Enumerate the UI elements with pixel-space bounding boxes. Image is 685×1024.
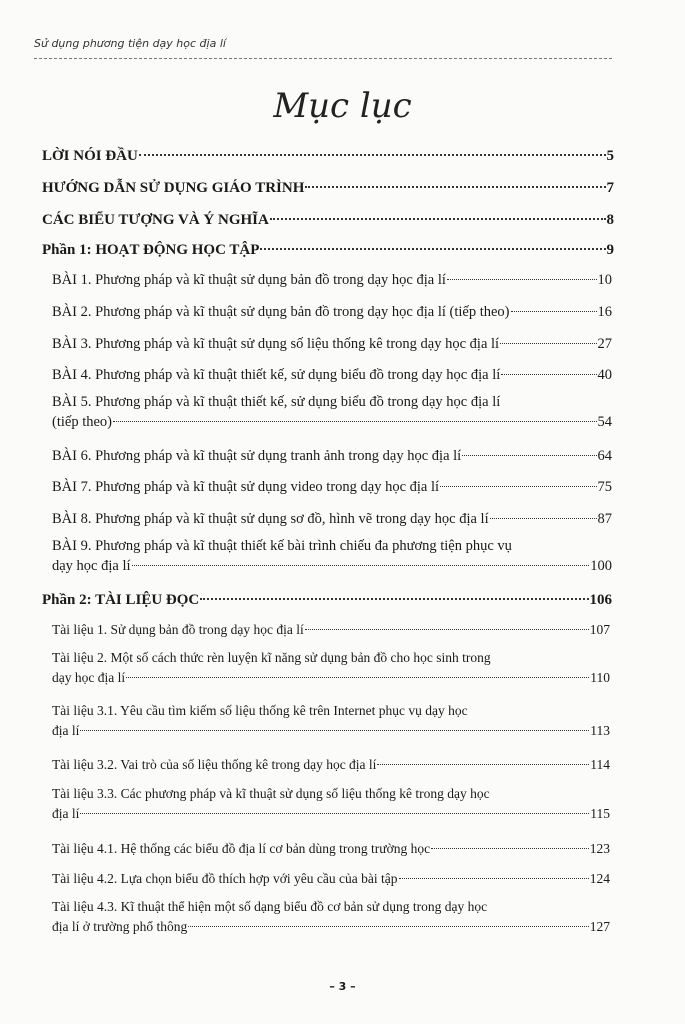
toc-entry-label-line1: BÀI 5. Phương pháp và kĩ thuật thiết kế, sử dụng biểu đồ trong dạy học địa lí (52, 394, 501, 410)
toc-entry-label: Phần 1: HOẠT ĐỘNG HỌC TẬP (42, 242, 260, 258)
dot-leader (113, 421, 597, 422)
toc-lesson-5[interactable] (52, 414, 612, 431)
toc-part-2[interactable] (42, 592, 612, 609)
page-title: Mục lục (273, 86, 412, 126)
dot-leader (431, 848, 589, 849)
toc-entry-page: 106 (589, 592, 612, 608)
toc-entry-huong-dan[interactable] (42, 180, 614, 197)
toc-entry-page: 64 (597, 448, 612, 464)
toc-entry-label: BÀI 8. Phương pháp và kĩ thuật sử dụng sơ đồ, hình vẽ trong dạy học địa lí (52, 511, 489, 527)
dot-leader (305, 629, 589, 630)
dot-leader (132, 565, 590, 566)
toc-doc-2[interactable] (52, 670, 610, 686)
toc-entry-label: HƯỚNG DẪN SỬ DỤNG GIÁO TRÌNH (42, 180, 305, 196)
toc-entry-page: 114 (590, 757, 610, 772)
dot-leader (399, 878, 589, 879)
toc-entry-label: BÀI 1. Phương pháp và kĩ thuật sử dụng bản đồ trong dạy học địa lí (52, 272, 446, 288)
toc-entry-page: 113 (590, 723, 610, 738)
dot-leader (270, 218, 606, 220)
toc-entry-page: 16 (597, 304, 612, 320)
toc-entry-page: 115 (590, 806, 610, 821)
toc-doc-4-1[interactable] (52, 841, 610, 857)
toc-doc-4-3-line1[interactable] (52, 899, 610, 915)
toc-entry-page: 75 (597, 479, 612, 495)
toc-entry-page: 54 (597, 414, 612, 430)
toc-entry-loi-noi-dau[interactable] (42, 148, 614, 165)
dot-leader (501, 374, 596, 375)
toc-lesson-6[interactable] (52, 448, 612, 465)
dot-leader (80, 813, 589, 814)
toc-entry-page: 123 (589, 841, 610, 856)
dot-leader (490, 518, 597, 519)
dot-leader (462, 455, 596, 456)
toc-entry-page: 7 (606, 180, 614, 196)
toc-entry-label-line1: Tài liệu 3.1. Yêu cầu tìm kiếm số liệu thống kê trên Internet phục vụ dạy học (52, 703, 468, 718)
dot-leader (126, 677, 589, 678)
toc-doc-3-3[interactable] (52, 806, 610, 822)
dot-leader (260, 248, 605, 250)
toc-entry-page: 107 (589, 622, 610, 637)
toc-doc-4-3[interactable] (52, 919, 610, 935)
toc-part-1[interactable] (42, 242, 614, 259)
toc-entry-page: 8 (606, 212, 614, 228)
dot-leader (500, 343, 596, 344)
toc-entry-page: 10 (597, 272, 612, 288)
toc-entry-label: Tài liệu 4.2. Lựa chọn biểu đồ thích hợp với yêu cầu của bài tập (52, 871, 398, 886)
toc-entry-label: LỜI NÓI ĐẦU (42, 148, 138, 164)
dot-leader (188, 926, 589, 927)
toc-entry-page: 9 (606, 242, 614, 258)
toc-doc-2-line1[interactable] (52, 650, 610, 666)
toc-doc-3-1[interactable] (52, 723, 610, 739)
toc-entry-page: 87 (597, 511, 612, 527)
toc-entry-label: địa lí (52, 806, 80, 821)
dot-leader (440, 486, 596, 487)
toc-entry-label: BÀI 4. Phương pháp và kĩ thuật thiết kế, sử dụng biểu đồ trong dạy học địa lí (52, 367, 501, 383)
toc-lesson-4[interactable] (52, 367, 612, 384)
toc-entry-label: Tài liệu 3.2. Vai trò của số liệu thống kê trong dạy học địa lí (52, 757, 377, 772)
toc-entry-page: 40 (597, 367, 612, 383)
toc-entry-page: 110 (590, 670, 610, 685)
toc-lesson-9[interactable] (52, 558, 612, 575)
toc-entry-label: BÀI 6. Phương pháp và kĩ thuật sử dụng tranh ảnh trong dạy học địa lí (52, 448, 462, 464)
toc-entry-page: 5 (606, 148, 614, 164)
toc-entry-bieu-tuong[interactable] (42, 212, 614, 229)
toc-lesson-8[interactable] (52, 511, 612, 528)
dot-leader (80, 730, 589, 731)
toc-entry-label: BÀI 7. Phương pháp và kĩ thuật sử dụng video trong dạy học địa lí (52, 479, 440, 495)
toc-entry-label: BÀI 3. Phương pháp và kĩ thuật sử dụng số liệu thống kê trong dạy học địa lí (52, 336, 500, 352)
dot-leader (200, 598, 588, 600)
toc-doc-3-2[interactable] (52, 757, 610, 773)
dot-leader (305, 186, 605, 188)
header-divider (34, 58, 612, 59)
running-header: Sử dụng phương tiện dạy học địa lí (34, 37, 226, 50)
toc-doc-3-1-line1[interactable] (52, 703, 610, 719)
toc-doc-1[interactable] (52, 622, 610, 638)
toc-entry-label-line1: Tài liệu 3.3. Các phương pháp và kĩ thuật sử dụng số liệu thống kê trong dạy học (52, 786, 490, 801)
toc-entry-label: địa lí (52, 723, 80, 738)
dot-leader (511, 311, 597, 312)
toc-lesson-7[interactable] (52, 479, 612, 496)
dot-leader (139, 154, 606, 156)
toc-entry-label: dạy học địa lí (52, 558, 131, 574)
toc-entry-label-line1: Tài liệu 4.3. Kĩ thuật thể hiện một số dạng biểu đồ cơ bản sử dụng trong dạy học (52, 899, 488, 914)
toc-lesson-3[interactable] (52, 336, 612, 353)
toc-entry-label: Tài liệu 1. Sử dụng bản đồ trong dạy học địa lí (52, 622, 304, 637)
toc-lesson-9-line1[interactable] (52, 538, 612, 555)
page-number: – 3 – (329, 980, 356, 993)
toc-entry-label: Phần 2: TÀI LIỆU ĐỌC (42, 592, 200, 608)
toc-entry-page: 27 (597, 336, 612, 352)
toc-lesson-5-line1[interactable] (52, 394, 612, 411)
dot-leader (447, 279, 597, 280)
toc-entry-label: Tài liệu 4.1. Hệ thống các biểu đồ địa lí cơ bản dùng trong trường học (52, 841, 431, 856)
toc-entry-label: dạy học địa lí (52, 670, 126, 685)
toc-entry-page: 127 (589, 919, 610, 934)
toc-entry-label: BÀI 2. Phương pháp và kĩ thuật sử dụng bản đồ trong dạy học địa lí (tiếp theo) (52, 304, 510, 320)
toc-lesson-1[interactable] (52, 272, 612, 289)
toc-entry-label-line1: Tài liệu 2. Một số cách thức rèn luyện kĩ năng sử dụng bản đồ cho học sinh trong (52, 650, 491, 665)
toc-entry-label: CÁC BIỂU TƯỢNG VÀ Ý NGHĨA (42, 212, 269, 228)
toc-entry-label-line1: BÀI 9. Phương pháp và kĩ thuật thiết kế bài trình chiếu đa phương tiện phục vụ (52, 538, 512, 554)
toc-entry-page: 100 (590, 558, 612, 574)
toc-entry-label: (tiếp theo) (52, 414, 112, 430)
toc-lesson-2[interactable] (52, 304, 612, 321)
dot-leader (377, 764, 589, 765)
toc-doc-3-3-line1[interactable] (52, 786, 610, 802)
toc-doc-4-2[interactable] (52, 871, 610, 887)
toc-entry-label: địa lí ở trường phổ thông (52, 919, 188, 934)
toc-entry-page: 124 (589, 871, 610, 886)
